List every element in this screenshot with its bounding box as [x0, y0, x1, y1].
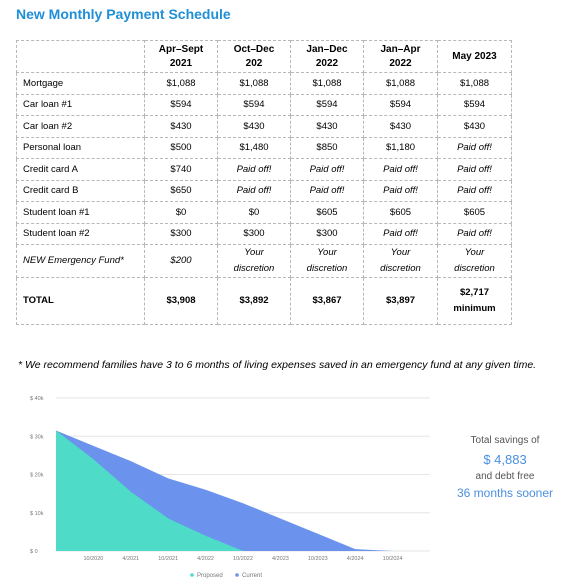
summary-line4: 36 months sooner: [456, 486, 554, 500]
table-cell: $300: [218, 223, 291, 245]
table-cell: Paid off!: [438, 223, 512, 245]
table-cell: $594: [364, 94, 438, 116]
summary-line3: and debt free: [475, 471, 535, 482]
summary-amount: $ 4,883: [483, 452, 527, 467]
column-header-line1: Jan–Apr: [380, 43, 421, 55]
cell-line1: Your: [244, 247, 264, 258]
column-header: [291, 41, 364, 73]
table-cell: $1,088: [364, 73, 438, 95]
table-cell: $300: [291, 223, 364, 245]
x-tick-label: 10/2022: [233, 556, 253, 562]
column-header: [218, 41, 291, 73]
row-label: TOTAL: [17, 278, 145, 325]
table-cell: $1,088: [218, 73, 291, 95]
row-label: Personal loan: [17, 137, 145, 159]
page-title: New Monthly Payment Schedule: [16, 6, 231, 22]
payment-schedule-table: [16, 40, 512, 325]
table-cell: [438, 278, 512, 325]
x-tick-label: 10/2023: [307, 556, 328, 562]
table-cell: $1,088: [291, 73, 364, 95]
row-label: Credit card B: [17, 180, 145, 202]
row-label: Mortgage: [17, 73, 145, 95]
footnote: * We recommend families have 3 to 6 months of living expenses saved in an emergency fund at any given time.: [18, 359, 537, 371]
y-tick-label: $ 0: [30, 549, 38, 555]
table-cell: $200: [145, 245, 218, 278]
table-row: [17, 202, 512, 224]
table-cell: $594: [145, 94, 218, 116]
table-cell: Paid off!: [364, 223, 438, 245]
row-label: Credit card A: [17, 159, 145, 181]
table-cell: $430: [438, 116, 512, 138]
column-header-line2: 2022: [389, 57, 412, 69]
x-tick-label: 4/2024: [346, 556, 364, 562]
table-cell: $3,892: [218, 278, 291, 325]
table-row: [17, 223, 512, 245]
table-cell: Paid off!: [218, 180, 291, 202]
table-cell: $430: [291, 116, 364, 138]
table-cell: Paid off!: [291, 159, 364, 181]
table-cell: $0: [145, 202, 218, 224]
table-cell: [291, 245, 364, 278]
table-cell: $1,088: [145, 73, 218, 95]
cell-line1: Your: [390, 247, 411, 258]
table-cell: $430: [145, 116, 218, 138]
summary-line1: Total savings of: [470, 435, 540, 446]
table-cell: Paid off!: [291, 180, 364, 202]
x-tick-label: 10/2020: [83, 556, 104, 562]
table-cell: $605: [364, 202, 438, 224]
row-label: Car loan #2: [17, 116, 145, 138]
cell-line2: discretion: [380, 263, 421, 274]
table-row: [17, 116, 512, 138]
x-tick-label: 4/2022: [197, 556, 215, 562]
table-cell: $594: [218, 94, 291, 116]
table-cell: $500: [145, 137, 218, 159]
row-label: Student loan #2: [17, 223, 145, 245]
table-cell: $850: [291, 137, 364, 159]
cell-line1: Your: [464, 247, 485, 258]
legend-label: Current: [242, 573, 263, 579]
header-blank: [17, 41, 145, 73]
y-tick-label: $ 30k: [30, 434, 44, 441]
legend-marker: [190, 573, 194, 577]
table-row: [17, 159, 512, 181]
x-tick-label: 10/2024: [382, 556, 403, 562]
table-cell: $1,480: [218, 137, 291, 159]
column-header: [364, 41, 438, 73]
cell-line1: Your: [317, 247, 337, 258]
table-row: [17, 180, 512, 202]
table-cell: Paid off!: [218, 159, 291, 181]
table-cell: $3,908: [145, 278, 218, 325]
column-header-line1: Oct–Dec: [233, 43, 275, 55]
column-header-line2: 2021: [169, 57, 193, 69]
table-cell: $430: [364, 116, 438, 138]
table-cell: $0: [218, 202, 291, 224]
y-tick-label: $ 40k: [30, 396, 44, 402]
table-cell: Paid off!: [438, 180, 512, 202]
row-label: NEW Emergency Fund*: [17, 245, 145, 278]
x-tick-label: 4/2021: [122, 556, 140, 562]
column-header: [145, 41, 218, 73]
table-cell: [218, 245, 291, 278]
table-cell: Paid off!: [438, 159, 512, 181]
table-cell: Paid off!: [438, 137, 512, 159]
column-header-line1: Apr–Sept: [158, 43, 204, 55]
table-row: [17, 73, 512, 95]
table-cell: [438, 245, 512, 278]
table-cell: Paid off!: [364, 180, 438, 202]
column-header-line1: Jan–Dec: [306, 43, 348, 55]
table-cell: $650: [145, 180, 218, 202]
cell-line2: discretion: [306, 263, 348, 274]
savings-chart: [0, 385, 440, 585]
table-cell: $605: [291, 202, 364, 224]
table-header-row: [17, 41, 512, 73]
cell-line1: $2,717: [459, 287, 490, 298]
table-cell: $3,897: [364, 278, 438, 325]
x-tick-label: 10/2021: [158, 556, 179, 562]
legend-marker: [235, 573, 239, 577]
table-row: [17, 137, 512, 159]
total-row: [17, 278, 512, 325]
table-cell: $605: [438, 202, 512, 224]
table-cell: Paid off!: [364, 159, 438, 181]
cell-line2: minimum: [453, 303, 496, 314]
table-cell: $594: [438, 94, 512, 116]
column-header-line1: May 2023: [452, 50, 497, 62]
table-cell: $740: [145, 159, 218, 181]
table-cell: $1,180: [364, 137, 438, 159]
cell-line2: discretion: [233, 263, 275, 274]
cell-line2: discretion: [454, 263, 495, 274]
column-header-line2: 202: [245, 57, 263, 69]
y-tick-label: $ 20k: [30, 472, 44, 479]
table-cell: $430: [218, 116, 291, 138]
table-cell: $3,867: [291, 278, 364, 325]
legend-label: Proposed: [197, 573, 223, 579]
row-label: Student loan #1: [17, 202, 145, 224]
table-row: [17, 94, 512, 116]
table-cell: $1,088: [438, 73, 512, 95]
y-tick-label: $ 10k: [30, 510, 44, 517]
table-cell: $300: [145, 223, 218, 245]
x-tick-label: 4/2023: [271, 556, 289, 562]
column-header: [438, 41, 512, 73]
row-label: Car loan #1: [17, 94, 145, 116]
emergency-fund-row: [17, 245, 512, 278]
column-header-line2: 2022: [315, 57, 339, 69]
table-cell: [364, 245, 438, 278]
table-cell: $594: [291, 94, 364, 116]
